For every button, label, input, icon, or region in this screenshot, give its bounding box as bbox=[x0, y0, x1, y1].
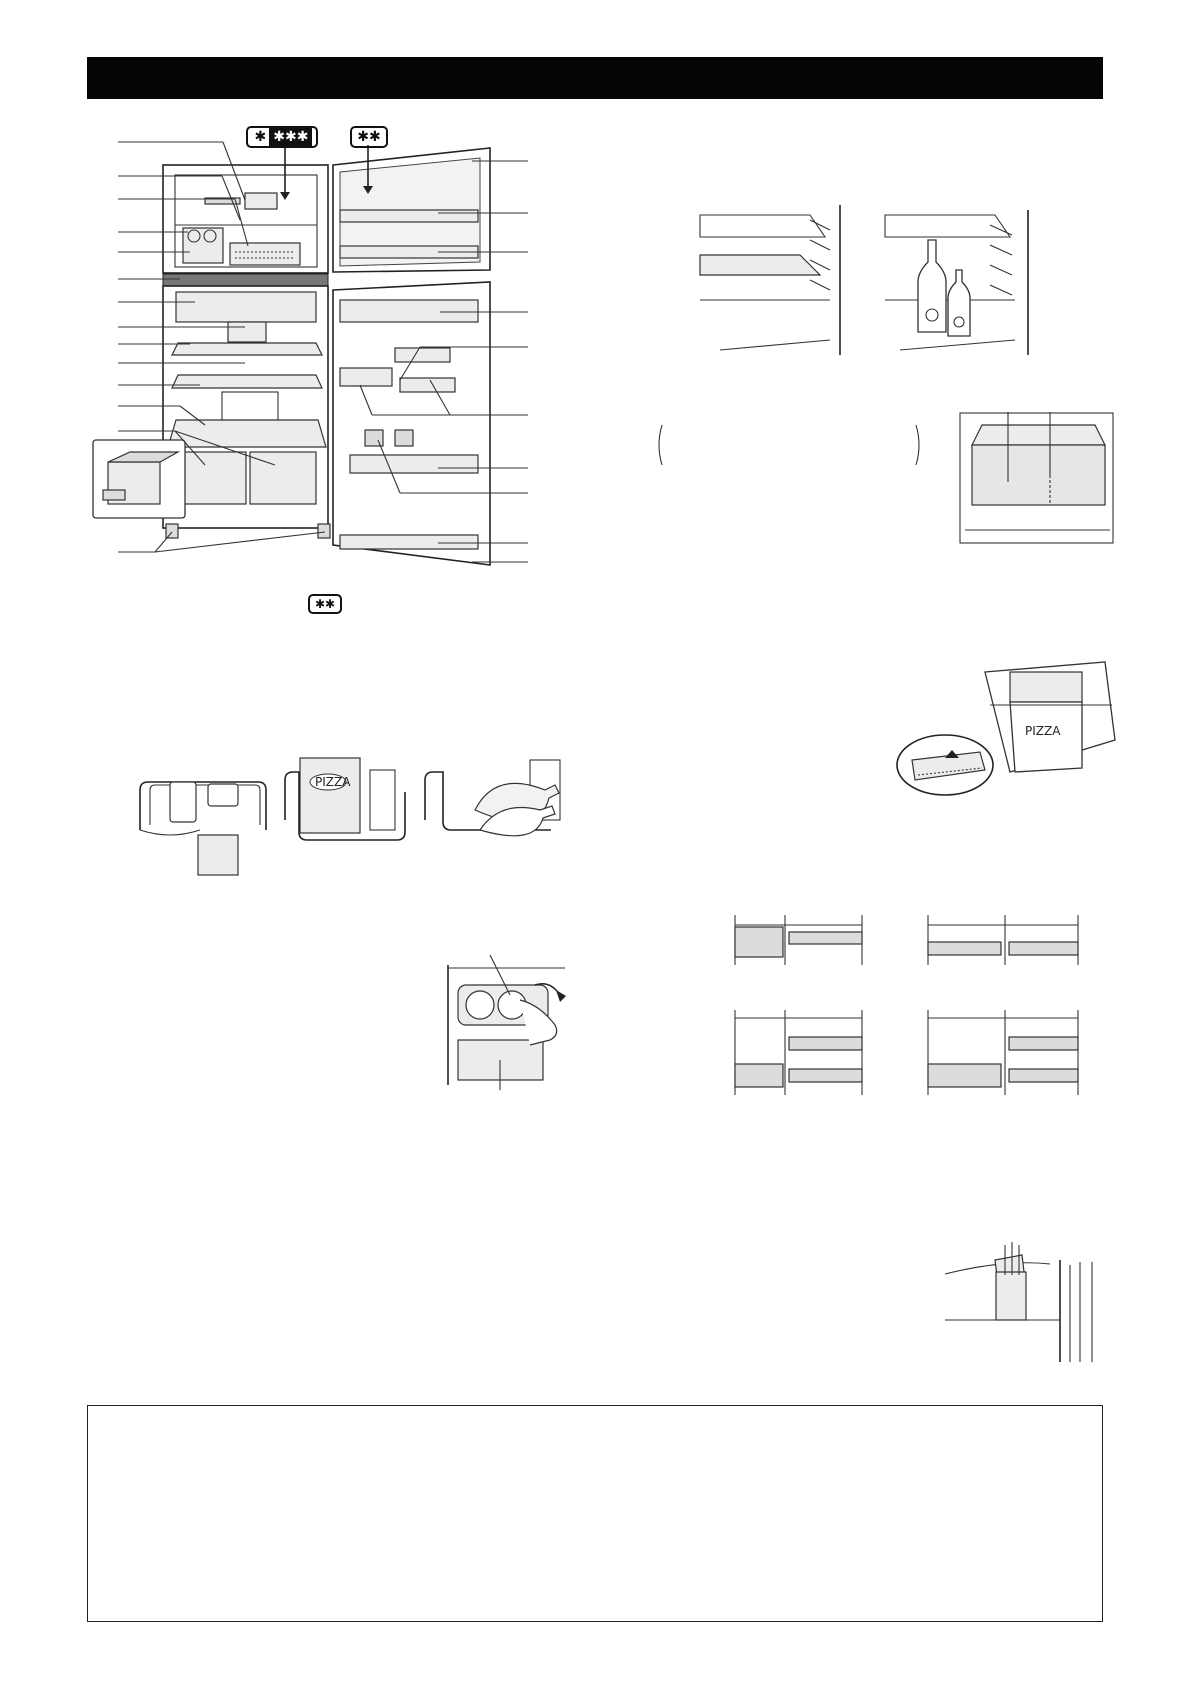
note-box bbox=[87, 1405, 1103, 1622]
four-star-stars: ✱✱✱ bbox=[269, 128, 312, 146]
pizza-label-door: PIZZA bbox=[1025, 724, 1061, 738]
pizza-label-box: PIZZA bbox=[315, 775, 351, 789]
four-star-snowflake: ✱ bbox=[254, 129, 267, 145]
two-star-stars-top: ✱✱ bbox=[357, 129, 381, 145]
two-star-stars-bottom: ✱✱ bbox=[314, 597, 336, 611]
